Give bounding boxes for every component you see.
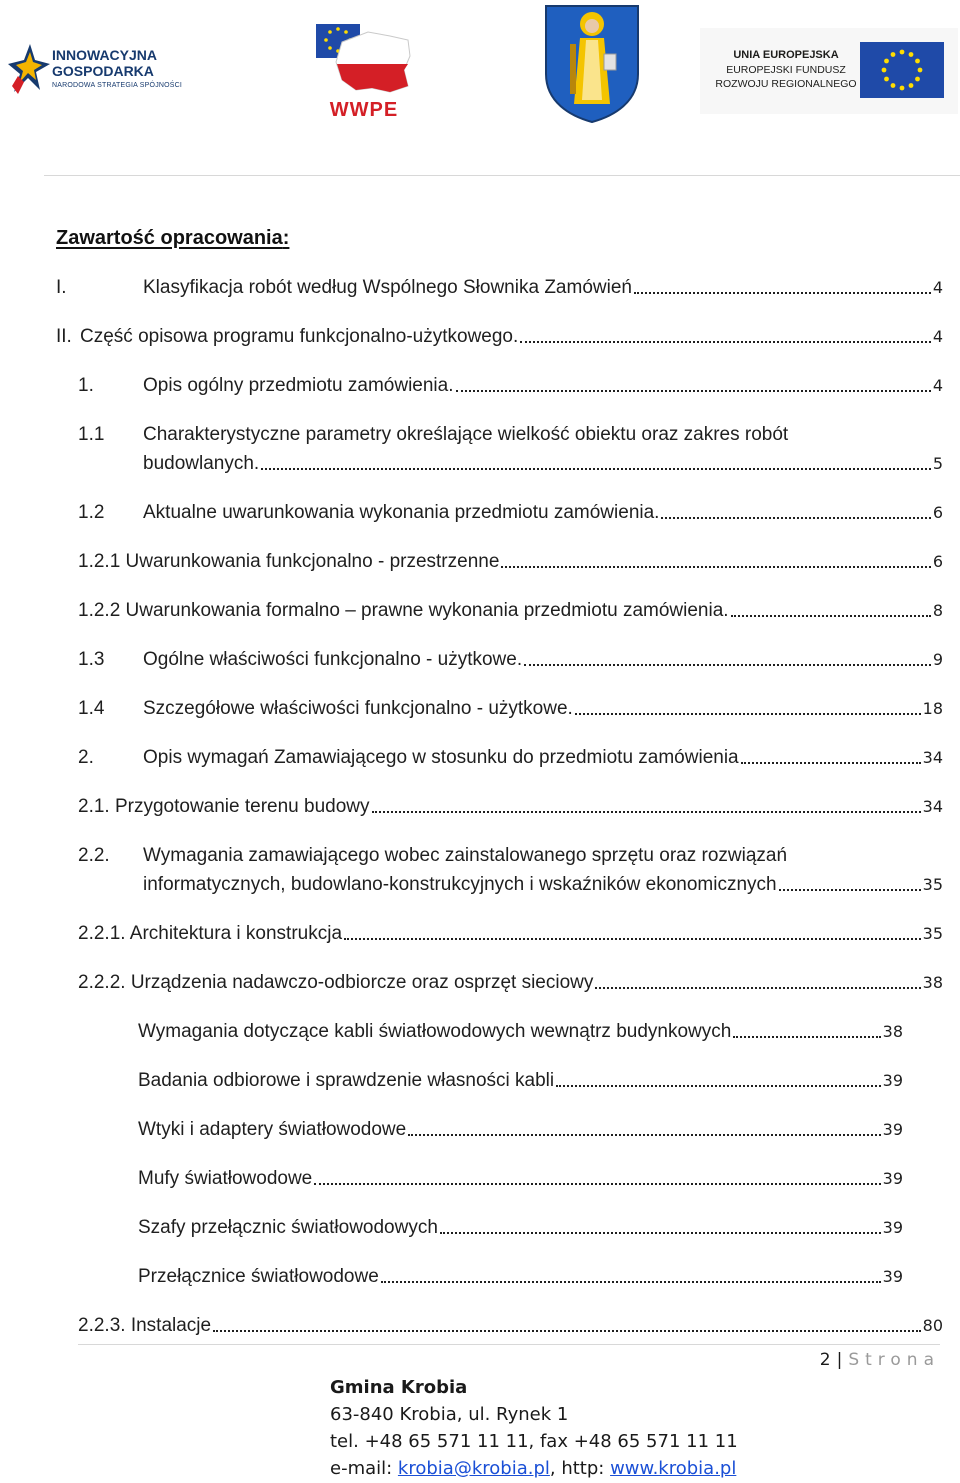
toc-entry-page: 5 (932, 454, 943, 473)
toc-entry-text: Opis wymagań Zamawiającego w stosunku do przedmiotu zamówienia (143, 747, 739, 768)
toc-entry[interactable] (138, 1118, 903, 1142)
footer-divider (78, 1344, 940, 1345)
toc-entry-text: budowlanych. (143, 453, 260, 474)
toc-entry[interactable] (78, 599, 943, 623)
header-divider (44, 175, 960, 176)
toc-entry-page: 38 (882, 1022, 903, 1041)
toc-entry[interactable] (143, 873, 943, 897)
wwpe-logo (312, 18, 416, 122)
toc-entry-page: 34 (922, 797, 943, 816)
toc-leader (314, 1183, 880, 1185)
ue-line3: ROZWOJU REGIONALNEGO (715, 77, 857, 90)
toc-leader (779, 889, 921, 891)
toc-entry-text: Przełącznice światłowodowe (138, 1266, 379, 1287)
toc-leader (634, 292, 931, 294)
footer-address: 63-840 Krobia, ul. Rynek 1 (330, 1404, 569, 1425)
toc-entry-page: 80 (922, 1316, 943, 1335)
toc-entry[interactable] (138, 1216, 903, 1240)
toc-entry[interactable] (78, 374, 943, 398)
toc-leader (261, 468, 931, 470)
toc-entry-text: 1.2.2 Uwarunkowania formalno – prawne wykonania przedmiotu zamówienia. (78, 600, 729, 621)
poland-map-icon (312, 18, 416, 98)
toc-entry-text: 2.1. Przygotowanie terenu budowy (78, 796, 370, 817)
toc-entry[interactable] (78, 550, 943, 574)
toc-entry-page: 35 (922, 924, 943, 943)
toc-entry-text: Klasyfikacja robót według Wspólnego Słownika Zamówień (143, 277, 632, 298)
toc-entry-page: 39 (882, 1120, 903, 1139)
toc-entry[interactable] (78, 697, 943, 721)
toc-entry-page: 39 (882, 1218, 903, 1237)
toc-entry-text: 2.2.2. Urządzenia nadawczo-odbiorcze oraz osprzęt sieciowy (78, 972, 594, 993)
toc-leader (501, 566, 930, 568)
ig-line3: NARODOWA STRATEGIA SPÓJNOŚCI (52, 82, 183, 89)
toc-entry[interactable] (56, 276, 943, 300)
ig-line2: GOSPODARKA (52, 63, 154, 79)
toc-entry[interactable] (138, 1020, 903, 1044)
toc-entry-text: Szczegółowe właściwości funkcjonalno - użytkowe. (143, 698, 573, 719)
footer-email-link[interactable]: krobia@krobia.pl (397, 1458, 550, 1479)
toc-title: Zawartość opracowania: (56, 227, 290, 249)
toc-entry[interactable] (138, 1265, 903, 1289)
toc-entry[interactable] (78, 501, 943, 525)
toc-entry-text: informatycznych, budowlano-konstrukcyjnych i wskaźników ekonomicznych (143, 874, 777, 895)
innowacyjna-gospodarka-logo (8, 42, 193, 102)
toc-entry-text: Opis ogólny przedmiotu zamówienia. (143, 375, 454, 396)
toc-entry-page: 18 (922, 699, 943, 718)
toc-entry-page: 8 (932, 601, 943, 620)
toc-entry-text: Ogólne właściwości funkcjonalno - użytkowe. (143, 649, 523, 670)
footer-email-label: e-mail: (330, 1458, 398, 1479)
eu-flag-icon (860, 42, 944, 98)
toc-entry-page: 39 (882, 1267, 903, 1286)
toc-leader (408, 1134, 880, 1136)
toc-entry[interactable] (138, 1069, 903, 1093)
toc-entry-text: Wymagania dotyczące kabli światłowodowych wewnątrz budynkowych (138, 1021, 732, 1042)
footer-org-name: Gmina Krobia (330, 1377, 468, 1398)
page-number: 2 (819, 1350, 831, 1370)
toc-entry-number: 2. (78, 747, 94, 768)
toc-leader (520, 341, 931, 343)
toc-entry-text: 2.2.3. Instalacje (78, 1315, 212, 1336)
footer-contact (330, 1455, 738, 1482)
toc-leader (440, 1232, 881, 1234)
toc-entry-text: Mufy światłowodowe (138, 1168, 313, 1189)
toc-entry[interactable] (78, 1314, 943, 1338)
toc-entry-number: 2.2. (78, 845, 110, 866)
toc-entry[interactable] (78, 795, 943, 819)
toc-entry[interactable] (78, 746, 943, 770)
toc-entry-number: 1.1 (78, 424, 105, 445)
toc-leader (456, 390, 931, 392)
toc-entry[interactable] (78, 648, 943, 672)
toc-entry[interactable] (138, 1167, 903, 1191)
toc-entry-number: 1. (78, 375, 94, 396)
toc-leader (344, 938, 921, 940)
toc-entry-page: 6 (932, 552, 943, 571)
toc-entry-text: Aktualne uwarunkowania wykonania przedmiotu zamówienia. (143, 502, 660, 523)
page-footer (330, 1374, 738, 1482)
toc-leader (575, 713, 921, 715)
toc-entry[interactable] (56, 325, 943, 349)
toc-entry-text: Wtyki i adaptery światłowodowe (138, 1119, 407, 1140)
toc-leader (661, 517, 930, 519)
page-indicator (820, 1350, 940, 1370)
toc-entry[interactable] (78, 922, 943, 946)
toc-entry-page: 39 (882, 1169, 903, 1188)
page-header (0, 0, 960, 175)
toc-entry-text-line1: Charakterystyczne parametry określające wielkość obiektu oraz zakres robót (143, 424, 789, 445)
toc-entry-page: 4 (932, 376, 943, 395)
page-label: Strona (848, 1350, 940, 1370)
toc-entry-text: Część opisowa programu funkcjonalno-użytkowego. (80, 326, 519, 347)
toc-leader (595, 987, 920, 989)
toc-leader (524, 664, 931, 666)
toc-entry-number: II. (56, 326, 72, 347)
toc-entry-text: Badania odbiorowe i sprawdzenie własności kabli (138, 1070, 555, 1091)
ig-line1: INNOWACYJNA (52, 47, 158, 63)
toc-leader (733, 1036, 880, 1038)
toc-entry-text: Szafy przełącznic światłowodowych (138, 1217, 438, 1238)
toc-entry-page: 38 (922, 973, 943, 992)
toc-entry-number: I. (56, 277, 67, 298)
eu-fund-logo (700, 28, 958, 114)
toc-leader (556, 1085, 881, 1087)
ue-line2: EUROPEJSKI FUNDUSZ (726, 64, 846, 76)
toc-leader (213, 1330, 921, 1332)
toc-entry-page: 39 (882, 1071, 903, 1090)
footer-phone: tel. +48 65 571 11 11, fax +48 65 571 11 11 (330, 1431, 738, 1452)
footer-http-label: , http: (549, 1458, 611, 1479)
ig-star-icon (8, 42, 50, 100)
toc-entry-page: 34 (922, 748, 943, 767)
toc-entry-number: 1.3 (78, 649, 105, 670)
toc-entry-text: 1.2.1 Uwarunkowania funkcjonalno - przestrzenne (78, 551, 500, 572)
toc-entry-page: 9 (932, 650, 943, 669)
toc-entry-page: 6 (932, 503, 943, 522)
toc-entry-text-line1: Wymagania zamawiającego wobec zainstalowanego sprzętu oraz rozwiązań (143, 845, 788, 866)
toc-entry-text: 2.2.1. Architektura i konstrukcja (78, 923, 343, 944)
toc-entry[interactable] (143, 452, 943, 476)
toc-entry-page: 4 (932, 278, 943, 297)
wwpe-text: WWPE (329, 99, 399, 121)
toc-leader (741, 762, 921, 764)
toc-leader (381, 1281, 881, 1283)
toc-entry[interactable] (78, 971, 943, 995)
footer-website-link[interactable]: www.krobia.pl (610, 1458, 737, 1479)
toc-entry-page: 4 (932, 327, 943, 346)
page-separator: | (836, 1350, 843, 1370)
coat-of-arms-icon (544, 4, 640, 124)
toc-entry-number: 1.4 (78, 698, 105, 719)
toc-entry-number: 1.2 (78, 502, 105, 523)
toc-leader (731, 615, 931, 617)
toc-entry-page: 35 (922, 875, 943, 894)
toc-leader (372, 811, 921, 813)
ue-line1: UNIA EUROPEJSKA (733, 49, 839, 61)
